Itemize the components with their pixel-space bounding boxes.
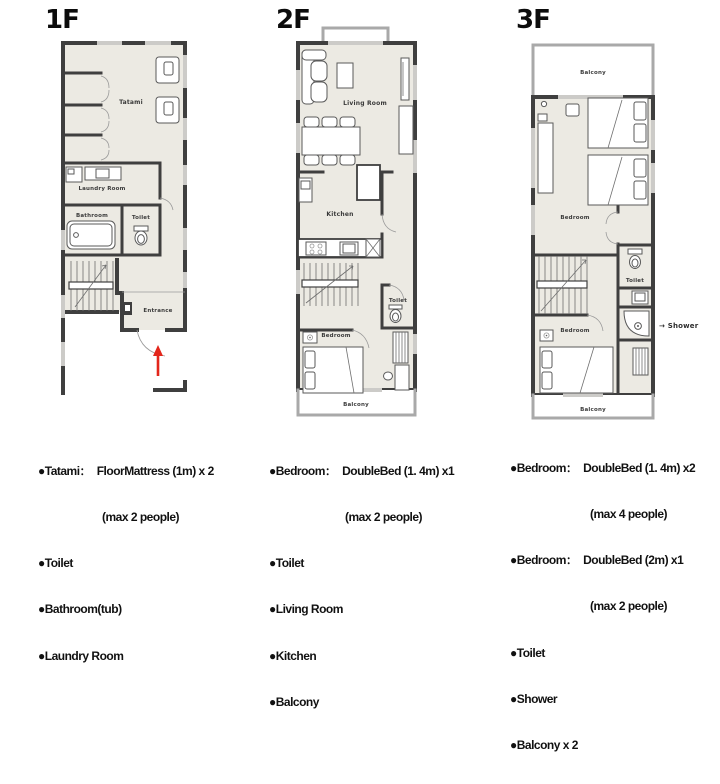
bullet-icon: ●: [269, 694, 276, 709]
shoe-cabinet-icon: [123, 302, 132, 315]
feature-text: Living Room: [275, 602, 343, 617]
features-1f: [38, 433, 214, 695]
sofa-icon: [302, 50, 327, 104]
washbasin-icon-3f: [632, 291, 648, 304]
floor-title-3f: 3F: [516, 5, 550, 35]
room-label-entrance: Entrance: [143, 308, 173, 314]
feature-item: [510, 738, 695, 753]
dining-set-icon: [302, 117, 360, 165]
feature-text: Balcony x 2: [516, 738, 578, 753]
double-bed-icon-2f: [303, 347, 363, 393]
floor-title-2f: 2F: [276, 5, 310, 35]
bullet-icon: ●: [510, 460, 517, 475]
closet-icon-2f: [393, 332, 408, 363]
feature-item: [269, 695, 454, 710]
feature-text: Tatami： FloorMattress (1m) x 2: [44, 463, 214, 478]
room-label-balcony-bottom-3f: Balcony: [580, 407, 606, 413]
toilet-icon-2f: [389, 305, 402, 323]
room-label-bathroom: Bathroom: [75, 213, 109, 219]
feature-text: Toilet: [516, 645, 545, 660]
feature-item: [590, 599, 695, 614]
toilet-icon-3f: [628, 249, 642, 269]
room-label-laundry: Laundry Room: [78, 186, 126, 192]
feature-text: Bathroom(tub): [44, 602, 122, 617]
closet-icon-3f: [633, 348, 648, 375]
bullet-icon: ●: [269, 463, 276, 478]
feature-text: (max 2 people): [102, 510, 180, 525]
room-label-bedroom-2f: Bedroom: [321, 333, 351, 339]
feature-text: Toilet: [275, 556, 304, 571]
bullet-icon: ●: [38, 556, 45, 571]
laundry-sink-icon: [85, 167, 121, 180]
feature-text: Shower: [516, 691, 558, 706]
feature-item: [345, 510, 454, 525]
kitchen-island-icon: [357, 165, 380, 200]
washer-icon: [66, 167, 82, 182]
nightstand-icon-3f: [540, 330, 553, 341]
room-label-toilet-3f: Toilet: [625, 278, 645, 284]
bullet-icon: ●: [38, 463, 45, 478]
bullet-icon: ●: [510, 691, 517, 706]
counter-icon-3f: [538, 123, 553, 193]
nightstand-icon-2f: [303, 332, 317, 343]
entrance-arrow-icon: [153, 345, 163, 376]
feature-item: [38, 556, 214, 571]
room-label-balcony-top-3f: Balcony: [580, 70, 606, 76]
feature-item: [510, 553, 695, 568]
feature-text: Bedroom： DoubleBed (1. 4m) x1: [275, 463, 455, 478]
feature-item: [510, 461, 695, 476]
bullet-icon: ●: [38, 602, 45, 617]
floorplan-1f-drawing: [59, 40, 191, 398]
bathtub-icon: [67, 221, 115, 249]
cabinet-icon: [399, 106, 413, 154]
feature-item: [38, 649, 214, 664]
balcony-bump-2f: [323, 28, 388, 43]
room-label-tatami: Tatami: [119, 99, 143, 106]
feature-text: Bedroom： DoubleBed (1. 4m) x2: [516, 460, 696, 475]
feature-text: Bedroom： DoubleBed (2m) x1: [516, 553, 684, 568]
feature-text: Kitchen: [275, 648, 317, 663]
side-table-icon: [337, 63, 353, 88]
tv-icon: [401, 58, 409, 100]
feature-item: [102, 510, 214, 525]
kitchen-counter-icon: [298, 239, 382, 257]
feature-item: [269, 464, 454, 479]
feature-item: [269, 649, 454, 664]
room-label-toilet-1f: Toilet: [131, 215, 151, 221]
room-label-toilet-2f: Toilet: [388, 298, 408, 304]
floorplan-3f-drawing: [528, 40, 718, 425]
feature-text: (max 2 people): [345, 510, 423, 525]
feature-item: [510, 692, 695, 707]
bullet-icon: ●: [269, 648, 276, 663]
bullet-icon: ●: [510, 645, 517, 660]
feature-item: [38, 602, 214, 617]
feature-item: [38, 464, 214, 479]
floor-title-1f: 1F: [45, 5, 79, 35]
shower-arrow-label: → Shower: [659, 322, 699, 330]
bullet-icon: ●: [38, 648, 45, 663]
toilet-icon-1f: [134, 226, 148, 245]
feature-item: [590, 507, 695, 522]
feature-item: [269, 602, 454, 617]
double-bed-1-icon-3f: [588, 98, 648, 148]
features-3f: [510, 430, 695, 784]
feature-text: Toilet: [44, 556, 73, 571]
room-label-balcony-2f: Balcony: [343, 402, 369, 408]
feature-item: [510, 646, 695, 661]
feature-text: (max 2 people): [590, 599, 668, 614]
bullet-icon: ●: [510, 738, 517, 753]
feature-item: [269, 556, 454, 571]
room-label-kitchen: Kitchen: [326, 211, 354, 218]
feature-text: Laundry Room: [44, 648, 124, 663]
bullet-icon: ●: [269, 602, 276, 617]
room-label-living: Living Room: [343, 100, 387, 107]
room-label-bedroom2-3f: Bedroom: [560, 328, 590, 334]
bullet-icon: ●: [269, 556, 276, 571]
double-bed-2m-icon-3f: [540, 347, 613, 393]
double-bed-2-icon-3f: [588, 155, 648, 205]
features-2f: [269, 433, 454, 741]
feature-text: (max 4 people): [590, 507, 668, 522]
room-label-bedroom1-3f: Bedroom: [560, 215, 590, 221]
bullet-icon: ●: [510, 553, 517, 568]
feature-text: Balcony: [275, 694, 319, 709]
kitchen-side-unit: [299, 178, 312, 202]
floorplan-2f-drawing: [292, 24, 442, 424]
